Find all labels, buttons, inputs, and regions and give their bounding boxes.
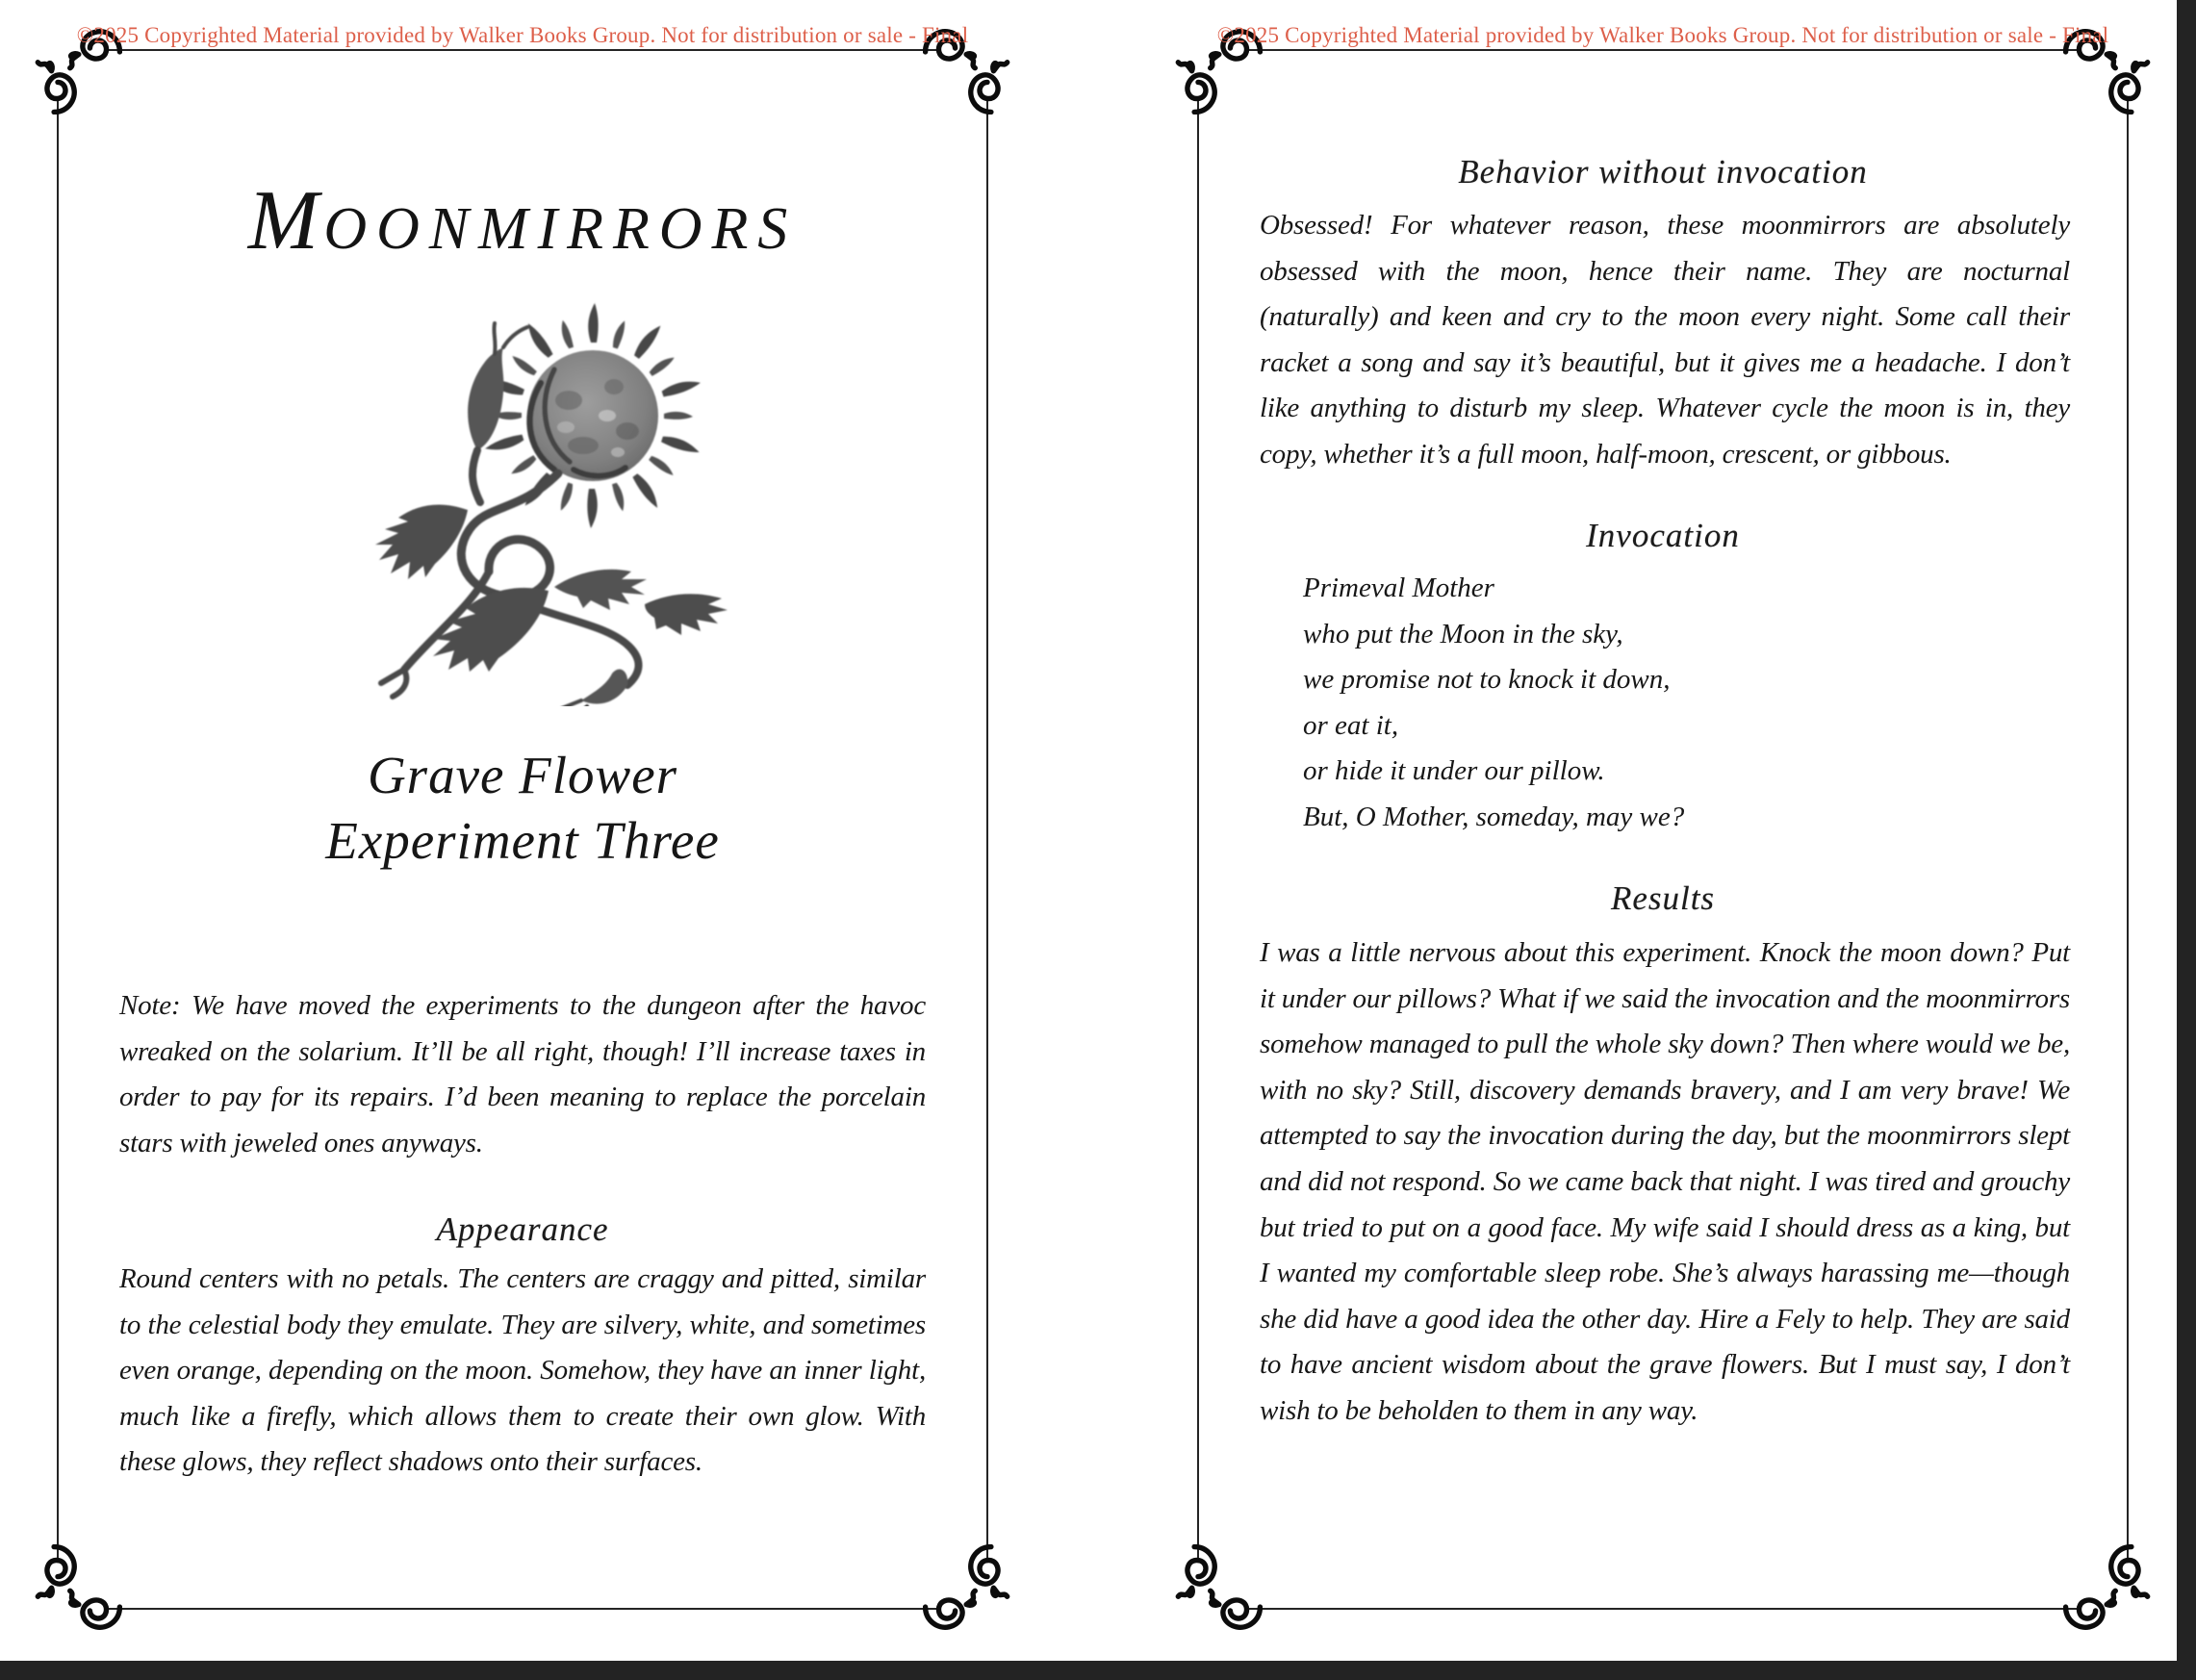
poem-line: or eat it, <box>1303 709 1399 741</box>
chapter-subtitle <box>58 743 987 874</box>
grave-flower-illustration <box>325 287 729 706</box>
page-border-top <box>1248 49 2078 51</box>
poem-line: we promise not to knock it down, <box>1303 664 1671 696</box>
page-border-bottom <box>1248 1608 2078 1610</box>
subtitle-line-2: Experiment Three <box>325 811 720 870</box>
copyright-notice-left: ©2025 Copyrighted Material provided by Walker Books Group. Not for distribution or sale - Final <box>76 23 969 47</box>
section-heading-behavior: Behavior without invocation <box>1458 153 1868 191</box>
right-page <box>1088 0 2177 1661</box>
copyright-notice-right: ©2025 Copyrighted Material provided by Walker Books Group. Not for distribution or sale - Final <box>1216 23 2109 47</box>
invocation-poem <box>1303 566 1684 841</box>
poem-line: Primeval Mother <box>1303 573 1494 603</box>
corner-flourish-icon <box>958 55 1017 115</box>
corner-flourish-icon <box>28 1544 88 1604</box>
appearance-paragraph: Round centers with no petals. The centers are craggy and pitted, similar to the celestial body they emulate. They are silvery, white, and sometimes even orange, depending on the moon. Somehow, they have an inner light, much like a firefly, which allows them to create their own glow. With these glows, they reflect shadows onto their surfaces. <box>119 1263 926 1478</box>
poem-line: who put the Moon in the sky, <box>1303 618 1623 649</box>
page-title-rest: OONMIRRORS <box>323 196 798 262</box>
page-border-top <box>108 49 937 51</box>
results-paragraph: I was a little nervous about this experiment. Knock the moon down? Put it under our pillows? What if we said the invocation and the moonmirrors somehow managed to pull the whole sky down? Then where would we be, with no sky? Still, discovery demands bravery, and I am very brave! We attempted to say the invocation during the day, but the moonmirrors slept and did not respond. So we came back that night. I was tired and grouchy but tried to put on a good face. My wife said I should dress as a king, but I wanted my comfortable sleep robe. She’s always harassing me—though she did have a good idea the other day. Hire a Fely to help. They are said to have ancient wisdom about the grave flowers. But I must say, I don’t wish to be beholden to them in any way. <box>1260 937 2070 1426</box>
poem-line: or hide it under our pillow. <box>1303 755 1605 787</box>
corner-flourish-icon <box>1168 1544 1228 1604</box>
corner-flourish-icon <box>1168 55 1228 115</box>
page-title-initial: M <box>247 174 324 267</box>
page-border-bottom <box>108 1608 937 1610</box>
corner-flourish-icon <box>2098 1544 2158 1604</box>
subtitle-line-1: Grave Flower <box>367 746 678 804</box>
note-paragraph: Note: We have moved the experiments to the dungeon after the havoc wreaked on the solarium. It’ll be all right, though! I’ll increase taxes in order to pay for its repairs. I’d been meaning to replace the porcelain stars with jeweled ones anyways. <box>119 990 926 1158</box>
section-heading-appearance: Appearance <box>436 1210 609 1248</box>
page-title <box>58 175 987 275</box>
section-heading-invocation: Invocation <box>1586 517 1740 554</box>
corner-flourish-icon <box>958 1544 1017 1604</box>
poem-line: But, O Mother, someday, may we? <box>1303 801 1685 832</box>
section-heading-results: Results <box>1610 879 1716 917</box>
corner-flourish-icon <box>2098 55 2158 115</box>
left-page <box>0 0 1088 1661</box>
corner-flourish-icon <box>28 55 88 115</box>
page-border-right <box>2127 100 2129 1559</box>
page-border-left <box>1197 100 1199 1559</box>
behavior-paragraph: Obsessed! For whatever reason, these moonmirrors are absolutely obsessed with the moon, hence their name. They are nocturnal (naturally) and keen and cry to the moon every night. Some call their racket a song and say it’s beautiful, but it gives me a headache. I don’t like anything to disturb my sleep. Whatever cycle the moon is in, they copy, whether it’s a full moon, half-moon, crescent, or gibbous. <box>1260 210 2070 470</box>
